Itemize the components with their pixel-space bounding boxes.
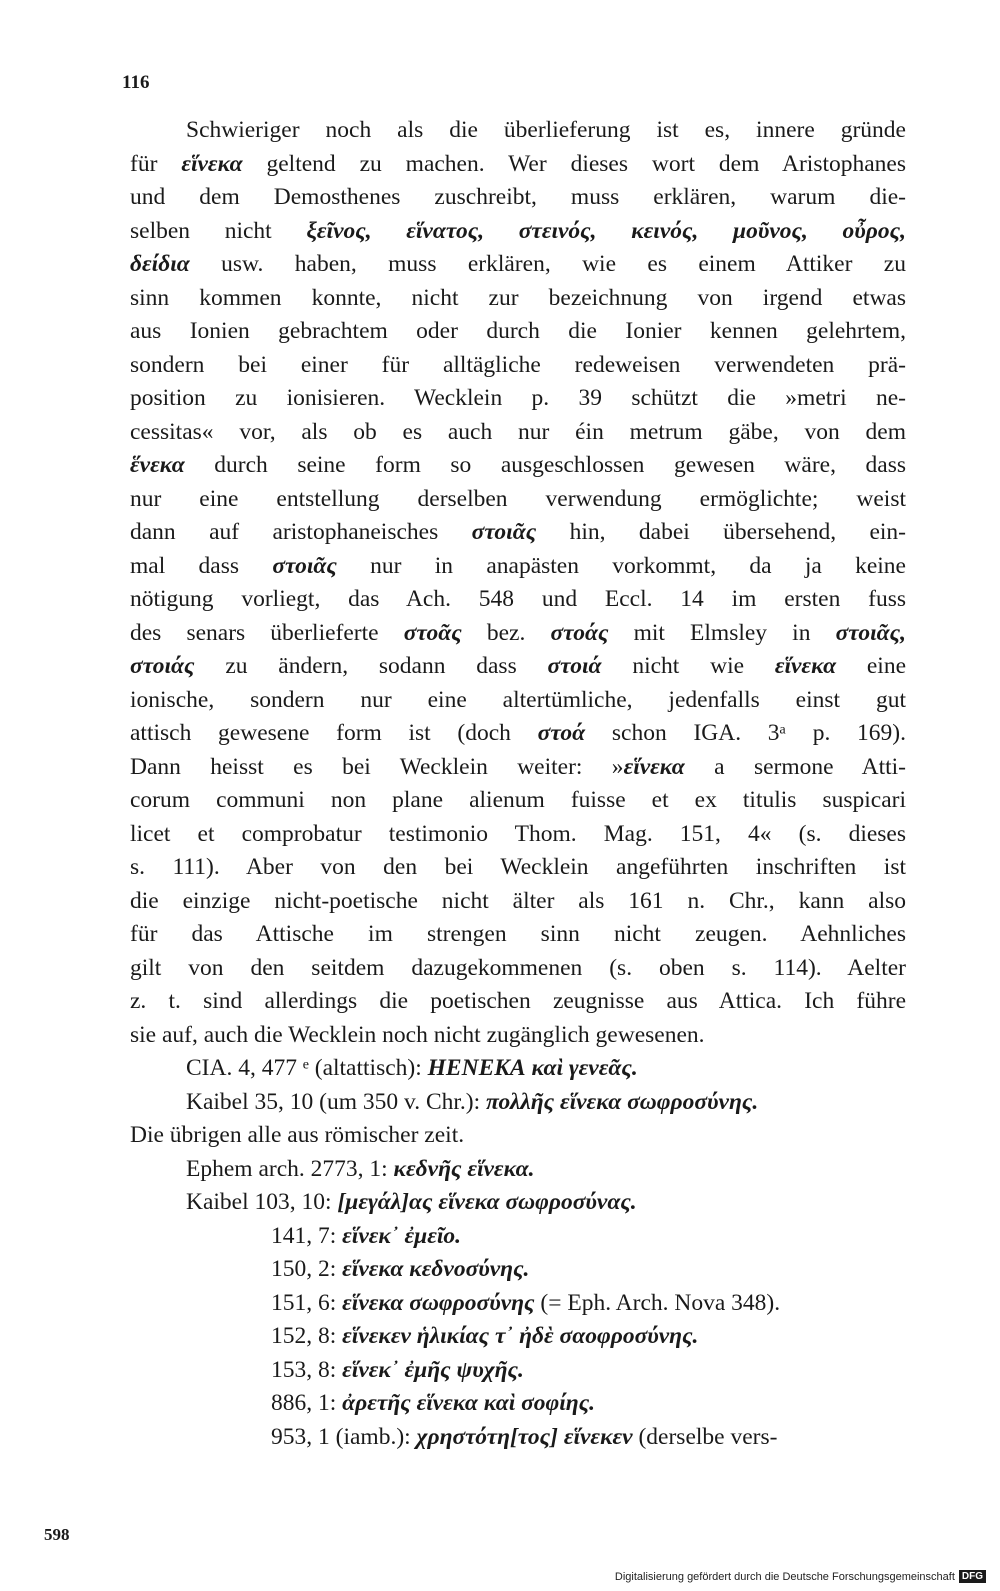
text-segment: des senars überlieferte bbox=[130, 619, 404, 646]
greek-term: [μεγάλ]ας εἵνεκα σωφροσύνας. bbox=[337, 1189, 637, 1215]
greek-term: δείδια bbox=[130, 251, 190, 277]
greek-term: εἵνεκα σωφροσύνης bbox=[342, 1289, 535, 1316]
text-line bbox=[130, 1421, 906, 1455]
text-line bbox=[130, 449, 906, 483]
text-line bbox=[130, 885, 906, 919]
text-line bbox=[130, 1287, 906, 1321]
greek-term: ἀρετῆς εἵνεκα καὶ σοφίης. bbox=[342, 1390, 596, 1416]
text-segment: für bbox=[130, 150, 182, 177]
text-segment: usw. haben, muss erklären, wie es einem Attiker zu bbox=[189, 251, 906, 277]
text-line bbox=[130, 315, 906, 349]
greek-term: εἵνεκα bbox=[181, 150, 243, 177]
text-segment: sie auf, auch die Wecklein noch nicht zugänglich gewesenen. bbox=[130, 1021, 705, 1048]
greek-term: στοιά bbox=[547, 653, 602, 679]
text-line bbox=[130, 650, 906, 684]
greek-term: εἵνεκεν ἡλικίας τ᾽ ἠδὲ σαοφροσύνης. bbox=[342, 1323, 699, 1349]
text-segment: z. t. sind allerdings die poetischen zeugnisse aus Attica. Ich führe bbox=[130, 988, 906, 1014]
text-segment: und dem Demosthenes zuschreibt, muss erklären, warum die- bbox=[130, 184, 906, 210]
text-segment: 141, 7: bbox=[271, 1222, 343, 1249]
text-line bbox=[130, 1086, 906, 1120]
text-segment: 953, 1 (iamb.): bbox=[271, 1423, 417, 1450]
greek-term: ξεῖνος, bbox=[306, 217, 372, 244]
text-line bbox=[130, 617, 906, 651]
text-segment: corum communi non plane alienum fuisse et ex titulis suspicari bbox=[130, 787, 906, 813]
text-segment: (= Eph. Arch. Nova 348). bbox=[534, 1289, 781, 1316]
text-segment: gilt von den seitdem dazugekommenen (s. oben s. 114). Aelter bbox=[130, 954, 906, 981]
text-segment: Ephem arch. 2773, 1: bbox=[186, 1155, 394, 1182]
text-segment: CIA. 4, 477 ᵉ (altattisch): bbox=[186, 1055, 428, 1081]
text-line bbox=[130, 851, 906, 885]
greek-term: ἕνεκα bbox=[130, 452, 185, 478]
text-line bbox=[130, 784, 906, 818]
text-segment: nur in anapästen vorkommt, da ja keine bbox=[336, 552, 906, 579]
text-segment: 150, 2: bbox=[271, 1256, 343, 1282]
greek-term: εἵνεκα bbox=[774, 653, 837, 679]
text-segment bbox=[372, 218, 407, 244]
text-line bbox=[130, 382, 906, 416]
text-segment: Kaibel 35, 10 (um 350 v. Chr.): bbox=[186, 1088, 487, 1115]
text-segment: nur eine entstellung derselben verwendung ermöglichte; weist bbox=[130, 485, 906, 512]
text-line bbox=[130, 1387, 906, 1421]
text-segment: s. 111). Aber von den bei Wecklein angeführten inschriften ist bbox=[130, 854, 906, 880]
dfg-credit-text: Digitalisierung gefördert durch die Deutsche Forschungsgemeinschaft bbox=[614, 1570, 955, 1583]
greek-term: HENEKA bbox=[427, 1055, 526, 1081]
text-line bbox=[130, 349, 906, 383]
text-segment: sondern bei einer für alltägliche redeweisen verwendeten prä- bbox=[130, 351, 906, 378]
greek-term: στοιᾶς bbox=[471, 519, 537, 545]
text-segment: nicht wie bbox=[601, 653, 775, 679]
body-text bbox=[130, 114, 906, 1454]
text-segment: licet et comprobatur testimonio Thom. Mag. 151, 4« (s. dieses bbox=[130, 820, 906, 847]
text-line bbox=[130, 1052, 906, 1086]
text-segment: aus Ionien gebrachtem oder durch die Ionier kennen gelehrtem, bbox=[130, 318, 906, 344]
text-line bbox=[130, 516, 906, 550]
text-line bbox=[130, 282, 906, 316]
text-segment: durch seine form so ausgeschlossen gewesen wäre, dass bbox=[184, 452, 906, 478]
text-line bbox=[130, 416, 906, 450]
greek-term: εἵνεκα bbox=[623, 753, 685, 780]
greek-term: κεδνῆς εἵνεκα. bbox=[393, 1155, 535, 1182]
text-segment: (derselbe vers- bbox=[632, 1423, 778, 1450]
text-line bbox=[130, 1186, 906, 1220]
text-line bbox=[130, 985, 906, 1019]
text-line bbox=[130, 818, 906, 852]
text-segment: die einzige nicht-poetische nicht älter als 161 n. Chr., kann also bbox=[130, 887, 906, 914]
greek-term: εἵνεκ᾽ ἐμεῖο. bbox=[342, 1222, 462, 1249]
text-segment: attisch gewesene form ist (doch bbox=[130, 720, 538, 746]
text-line bbox=[130, 1119, 906, 1153]
text-line bbox=[130, 1354, 906, 1388]
text-segment: a sermone Atti- bbox=[684, 753, 906, 780]
greek-term: στοά bbox=[537, 720, 586, 746]
greek-term: στοιᾶς, bbox=[835, 619, 906, 646]
text-line bbox=[130, 215, 906, 249]
text-segment: cessitas« vor, als ob es auch nur éin metrum gäbe, von dem bbox=[130, 418, 906, 445]
text-segment: mal dass bbox=[130, 552, 273, 579]
greek-term: εἵνεκ᾽ ἐμῆς ψυχῆς. bbox=[342, 1356, 524, 1383]
text-line bbox=[130, 717, 906, 751]
footer-page-number: 598 bbox=[44, 1525, 70, 1544]
text-segment: bez. bbox=[461, 619, 551, 646]
greek-term: καὶ γενεᾶς. bbox=[531, 1055, 638, 1081]
greek-term: στεινός, bbox=[518, 217, 597, 244]
text-segment: 886, 1: bbox=[271, 1390, 343, 1416]
greek-term: στοιάς bbox=[130, 653, 195, 679]
text-segment: Schwieriger noch als die überlieferung ist es, innere gründe bbox=[186, 117, 906, 143]
text-segment: Dann heisst es bei Wecklein weiter: » bbox=[130, 753, 624, 780]
text-segment: ionische, sondern nur eine altertümliche, jedenfalls einst gut bbox=[130, 686, 906, 713]
text-segment: Die übrigen alle aus römischer zeit. bbox=[130, 1122, 465, 1148]
text-segment: sinn kommen konnte, nicht zur bezeichnung von irgend etwas bbox=[130, 284, 906, 311]
text-line bbox=[130, 751, 906, 785]
text-line bbox=[130, 583, 906, 617]
greek-term: στοάς bbox=[550, 619, 609, 646]
text-segment bbox=[484, 218, 519, 244]
greek-term: εἵνεκα κεδνοσύνης. bbox=[342, 1256, 530, 1282]
text-segment: für das Attische im strengen sinn nicht zeugen. Aehnliches bbox=[130, 921, 906, 947]
text-line bbox=[130, 483, 906, 517]
greek-term: οὖρος, bbox=[842, 217, 907, 244]
text-segment: 153, 8: bbox=[271, 1356, 343, 1383]
text-segment bbox=[698, 218, 733, 244]
text-segment: eine bbox=[836, 653, 907, 679]
greek-term: στοιᾶς bbox=[272, 552, 337, 579]
text-line bbox=[130, 114, 906, 148]
greek-term: στοᾶς bbox=[403, 619, 462, 646]
text-line bbox=[130, 684, 906, 718]
text-segment: position zu ionisieren. Wecklein p. 39 schützt die »metri ne- bbox=[130, 385, 906, 411]
text-segment: Kaibel 103, 10: bbox=[186, 1189, 338, 1215]
text-line bbox=[130, 148, 906, 182]
text-segment: dann auf aristophaneisches bbox=[130, 519, 472, 545]
text-line bbox=[130, 1019, 906, 1053]
text-segment: zu ändern, sodann dass bbox=[194, 653, 548, 679]
text-line bbox=[130, 248, 906, 282]
greek-term: χρηστότη[τος] εἵνεκεν bbox=[416, 1423, 633, 1450]
text-line bbox=[130, 550, 906, 584]
text-line bbox=[130, 181, 906, 215]
text-line bbox=[130, 952, 906, 986]
text-segment: 152, 8: bbox=[271, 1323, 343, 1349]
text-line bbox=[130, 1153, 906, 1187]
text-line bbox=[130, 918, 906, 952]
text-line bbox=[130, 1320, 906, 1354]
greek-term: εἵνατος, bbox=[406, 217, 485, 244]
text-segment: schon IGA. 3ᵃ p. 169). bbox=[585, 720, 906, 746]
text-segment: geltend zu machen. Wer dieses wort dem Aristophanes bbox=[242, 150, 906, 177]
greek-term: μοῦνος, bbox=[733, 217, 808, 244]
text-line bbox=[130, 1253, 906, 1287]
text-segment: mit Elmsley in bbox=[608, 619, 836, 646]
text-segment: selben nicht bbox=[130, 217, 307, 244]
page-number: 116 bbox=[122, 72, 150, 93]
text-segment bbox=[808, 218, 843, 244]
greek-term: κεινός, bbox=[631, 217, 699, 244]
text-segment bbox=[597, 218, 632, 244]
text-segment: 151, 6: bbox=[271, 1289, 343, 1316]
text-segment: hin, dabei übersehend, ein- bbox=[536, 519, 907, 545]
dfg-logo-icon: DFG bbox=[959, 1570, 986, 1583]
text-segment: nötigung vorliegt, das Ach. 548 und Eccl. 14 im ersten fuss bbox=[130, 586, 906, 612]
text-line bbox=[130, 1220, 906, 1254]
dfg-credit bbox=[615, 1570, 986, 1583]
greek-term: πολλῆς εἵνεκα σωφροσύνης. bbox=[486, 1088, 759, 1115]
